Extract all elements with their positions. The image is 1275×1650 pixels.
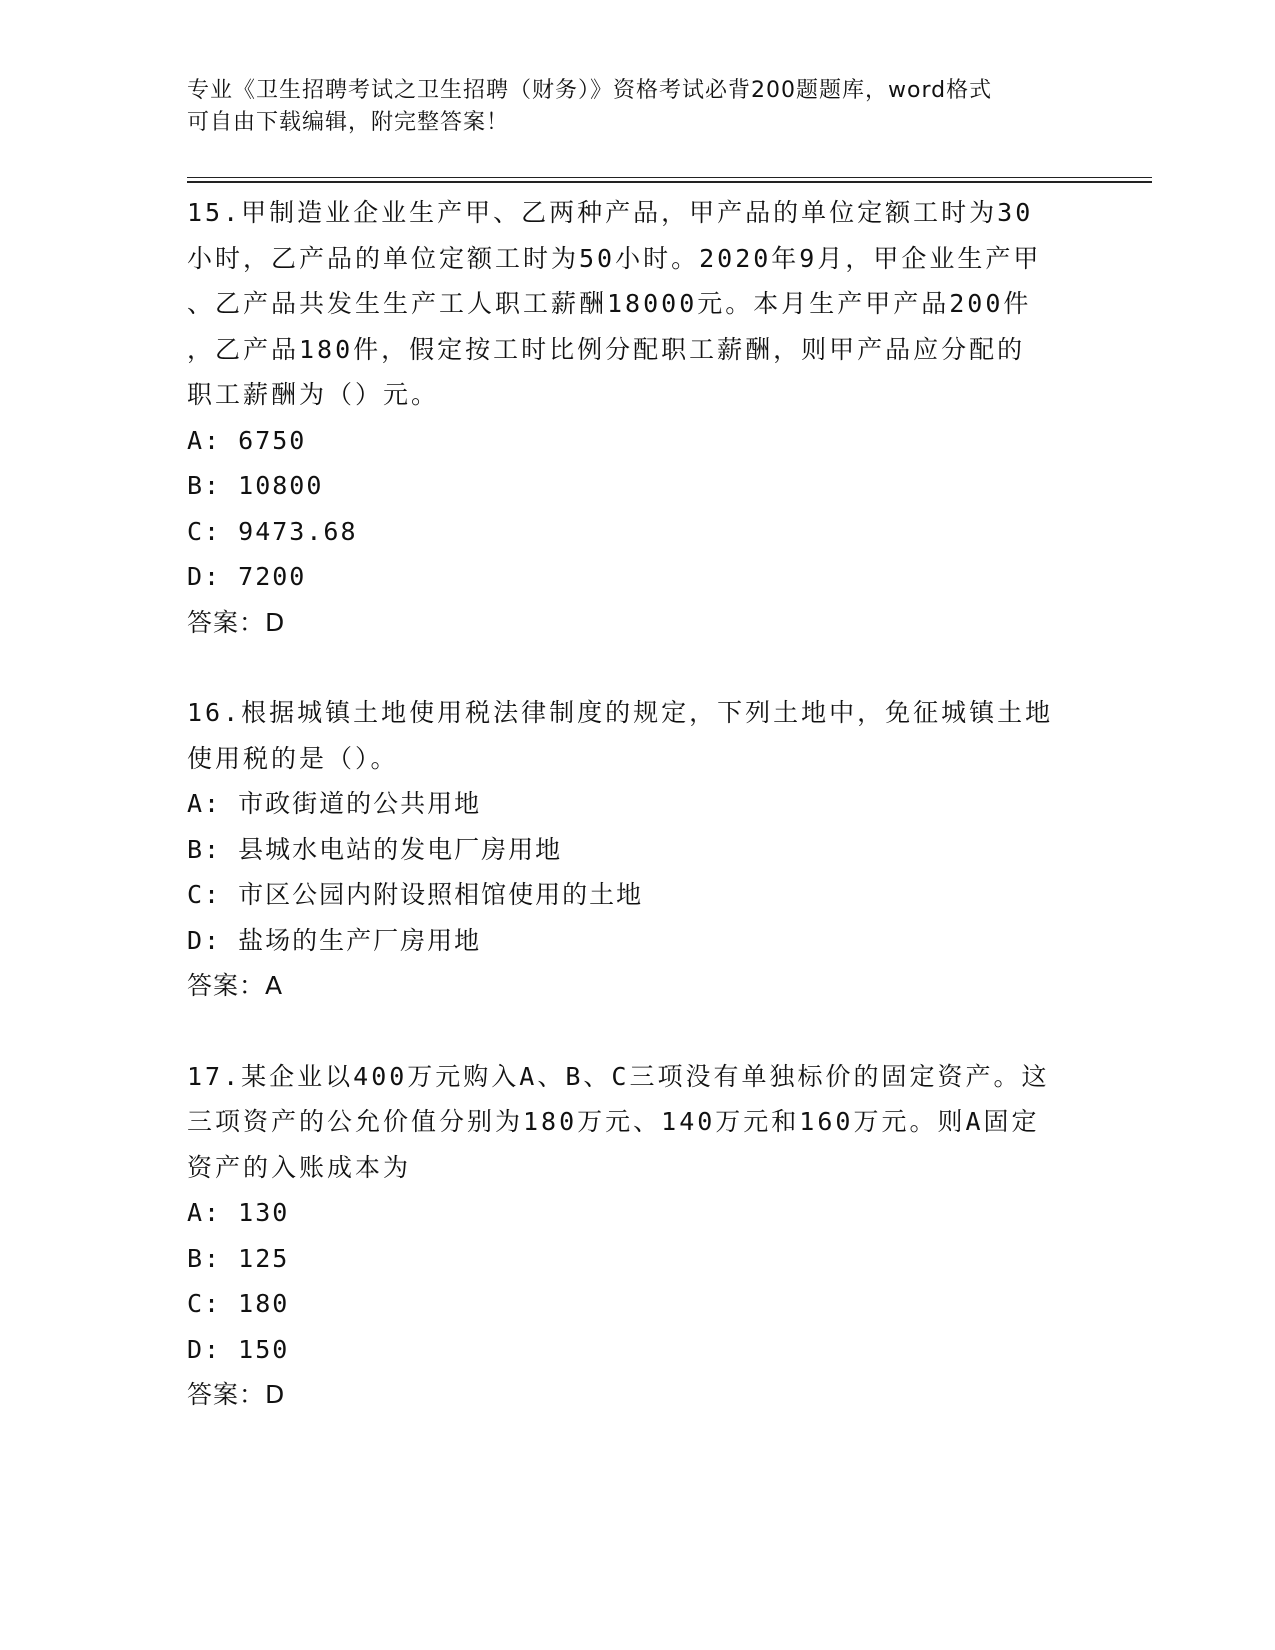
option-d: D: 7200 <box>187 562 307 591</box>
answer-line: 答案：A <box>187 971 284 1000</box>
question-stem-line: 使用税的是（）。 <box>187 743 399 773</box>
question-stem-line: 、乙产品共发生生产工人职工薪酬18000元。本月生产甲产品200件 <box>187 289 1032 318</box>
question-spacer <box>187 645 1087 690</box>
option-b: B: 125 <box>187 1243 290 1273</box>
question-stem-line: 15.甲制造业企业生产甲、乙两种产品，甲产品的单位定额工时为30 <box>187 198 1034 227</box>
option-b: B: 10800 <box>187 471 324 500</box>
question-stem-line: 17.某企业以400万元购入A、B、C三项没有单独标价的固定资产。这 <box>187 1061 1050 1091</box>
question-stem-line: 16.根据城镇土地使用税法律制度的规定，下列土地中，免征城镇土地 <box>187 698 1054 727</box>
question-spacer <box>187 1009 1087 1054</box>
header-line: 专业《卫生招聘考试之卫生招聘（财务）》资格考试必背200题题库，word格式 <box>187 78 993 103</box>
document-header <box>187 75 1067 139</box>
question-stem-line: ，乙产品180件，假定按工时比例分配职工薪酬，则甲产品应分配的 <box>187 334 1026 364</box>
option-c: C: 9473.68 <box>187 516 358 546</box>
question-list <box>187 190 1087 1418</box>
option-d: D: 盐场的生产厂房用地 <box>187 925 482 955</box>
option-a: A: 130 <box>187 1198 290 1227</box>
question-stem-line: 小时，乙产品的单位定额工时为50小时。2020年9月，甲企业生产甲 <box>187 243 1042 273</box>
answer-line: 答案：D <box>187 607 286 637</box>
question-16 <box>187 690 1087 1009</box>
option-b: B: 县城水电站的发电厂房用地 <box>187 834 563 864</box>
question-15 <box>187 190 1087 645</box>
option-a: A: 6750 <box>187 425 307 455</box>
header-line: 可自由下载编辑，附完整答案！ <box>187 110 510 135</box>
question-stem-line: 职工薪酬为（）元。 <box>187 380 440 409</box>
option-c: C: 市区公园内附设照相馆使用的土地 <box>187 880 644 909</box>
header-divider <box>187 177 1152 183</box>
question-stem-line: 资产的入账成本为 <box>187 1152 412 1182</box>
option-d: D: 150 <box>187 1334 290 1364</box>
option-a: A: 市政街道的公共用地 <box>187 789 482 818</box>
answer-line: 答案：D <box>187 1380 286 1409</box>
option-c: C: 180 <box>187 1289 290 1318</box>
question-17 <box>187 1054 1087 1418</box>
question-stem-line: 三项资产的公允价值分别为180万元、140万元和160万元。则A固定 <box>187 1107 1040 1136</box>
